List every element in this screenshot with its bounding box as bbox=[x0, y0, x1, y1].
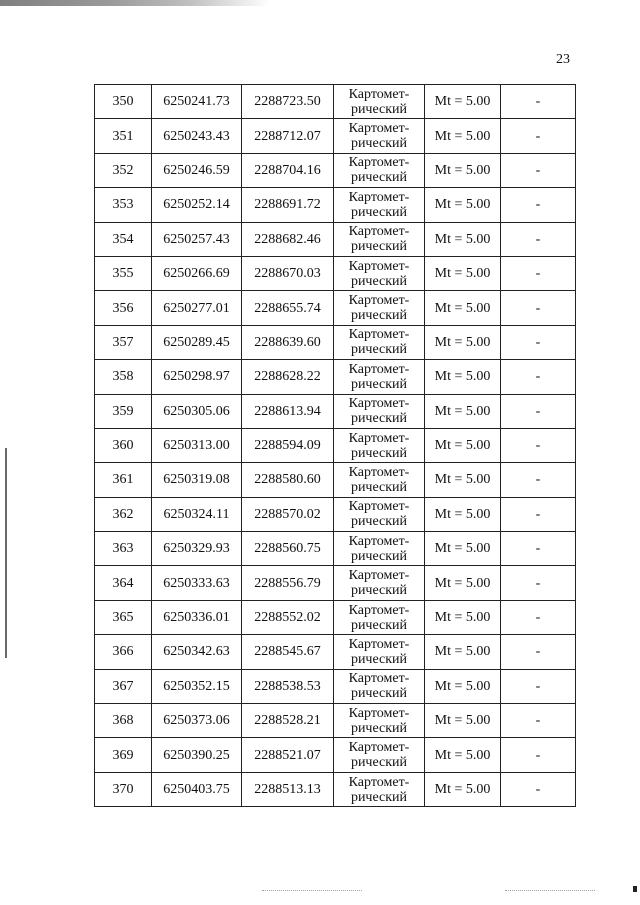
method-cell bbox=[334, 325, 425, 359]
method-text-line-2: рический bbox=[350, 583, 408, 599]
method-text-line-2: рический bbox=[350, 445, 408, 461]
point-number-cell: 364 bbox=[95, 566, 152, 600]
accuracy-cell: Mt = 5.00 bbox=[425, 566, 501, 600]
accuracy-cell: Mt = 5.00 bbox=[425, 85, 501, 119]
note-cell: - bbox=[501, 463, 576, 497]
point-number-cell: 352 bbox=[95, 153, 152, 187]
accuracy-cell: Mt = 5.00 bbox=[425, 153, 501, 187]
method-text-line-1: Картомет- bbox=[348, 258, 410, 274]
y-coordinate-cell: 2288560.75 bbox=[242, 532, 334, 566]
method-text-line-2: рический bbox=[350, 617, 408, 633]
method-text-line-1: Картомет- bbox=[348, 396, 410, 412]
y-coordinate-cell: 2288521.07 bbox=[242, 738, 334, 772]
method-text-line-2: рический bbox=[350, 136, 408, 152]
accuracy-cell: Mt = 5.00 bbox=[425, 119, 501, 153]
method-text-line-2: рический bbox=[350, 479, 408, 495]
note-cell: - bbox=[501, 669, 576, 703]
note-cell: - bbox=[501, 600, 576, 634]
method-text-line-2: рический bbox=[350, 789, 408, 805]
x-coordinate-cell: 6250241.73 bbox=[152, 85, 242, 119]
method-text-line-1: Картомет- bbox=[348, 636, 410, 652]
y-coordinate-cell: 2288552.02 bbox=[242, 600, 334, 634]
point-number-cell: 356 bbox=[95, 291, 152, 325]
page-number: 23 bbox=[556, 52, 570, 67]
accuracy-cell: Mt = 5.00 bbox=[425, 704, 501, 738]
accuracy-cell: Mt = 5.00 bbox=[425, 222, 501, 256]
method-cell bbox=[334, 394, 425, 428]
method-text-line-2: рический bbox=[350, 411, 408, 427]
note-cell: - bbox=[501, 738, 576, 772]
method-cell bbox=[334, 222, 425, 256]
point-number-cell: 361 bbox=[95, 463, 152, 497]
table-row bbox=[95, 497, 576, 531]
point-number-cell: 351 bbox=[95, 119, 152, 153]
method-text-line-2: рический bbox=[350, 686, 408, 702]
method-text-line-2: рический bbox=[350, 204, 408, 220]
point-number-cell: 358 bbox=[95, 360, 152, 394]
method-text-line-1: Картомет- bbox=[348, 361, 410, 377]
y-coordinate-cell: 2288682.46 bbox=[242, 222, 334, 256]
method-text-line-2: рический bbox=[350, 170, 408, 186]
table-row bbox=[95, 738, 576, 772]
y-coordinate-cell: 2288556.79 bbox=[242, 566, 334, 600]
point-number-cell: 366 bbox=[95, 635, 152, 669]
table-row bbox=[95, 119, 576, 153]
y-coordinate-cell: 2288655.74 bbox=[242, 291, 334, 325]
table-row bbox=[95, 188, 576, 222]
method-text-line-2: рический bbox=[350, 755, 408, 771]
method-text-line-1: Картомет- bbox=[348, 705, 410, 721]
y-coordinate-cell: 2288723.50 bbox=[242, 85, 334, 119]
table-row bbox=[95, 532, 576, 566]
scan-artifact-left bbox=[5, 448, 7, 658]
x-coordinate-cell: 6250336.01 bbox=[152, 600, 242, 634]
method-text-line-2: рический bbox=[350, 514, 408, 530]
method-text-line-1: Картомет- bbox=[348, 602, 410, 618]
table-row bbox=[95, 325, 576, 359]
y-coordinate-cell: 2288704.16 bbox=[242, 153, 334, 187]
table-row bbox=[95, 635, 576, 669]
note-cell: - bbox=[501, 394, 576, 428]
method-cell bbox=[334, 635, 425, 669]
table-row bbox=[95, 600, 576, 634]
scan-artifact-bottom bbox=[262, 890, 362, 892]
table-row bbox=[95, 772, 576, 806]
method-text-line-1: Картомет- bbox=[348, 430, 410, 446]
table-row bbox=[95, 256, 576, 290]
x-coordinate-cell: 6250246.59 bbox=[152, 153, 242, 187]
note-cell: - bbox=[501, 222, 576, 256]
method-cell bbox=[334, 360, 425, 394]
method-text-line-2: рический bbox=[350, 720, 408, 736]
y-coordinate-cell: 2288639.60 bbox=[242, 325, 334, 359]
method-text-line-1: Картомет- bbox=[348, 293, 410, 309]
method-cell bbox=[334, 566, 425, 600]
method-cell bbox=[334, 772, 425, 806]
accuracy-cell: Mt = 5.00 bbox=[425, 188, 501, 222]
method-cell bbox=[334, 188, 425, 222]
y-coordinate-cell: 2288712.07 bbox=[242, 119, 334, 153]
point-number-cell: 362 bbox=[95, 497, 152, 531]
x-coordinate-cell: 6250319.08 bbox=[152, 463, 242, 497]
accuracy-cell: Mt = 5.00 bbox=[425, 463, 501, 497]
method-cell bbox=[334, 497, 425, 531]
note-cell: - bbox=[501, 119, 576, 153]
method-text-line-1: Картомет- bbox=[348, 155, 410, 171]
method-text-line-1: Картомет- bbox=[348, 533, 410, 549]
y-coordinate-cell: 2288513.13 bbox=[242, 772, 334, 806]
method-text-line-1: Картомет- bbox=[348, 499, 410, 515]
method-text-line-1: Картомет- bbox=[348, 121, 410, 137]
method-cell bbox=[334, 704, 425, 738]
accuracy-cell: Mt = 5.00 bbox=[425, 600, 501, 634]
method-cell bbox=[334, 85, 425, 119]
method-text-line-1: Картомет- bbox=[348, 327, 410, 343]
method-text-line-1: Картомет- bbox=[348, 774, 410, 790]
y-coordinate-cell: 2288628.22 bbox=[242, 360, 334, 394]
x-coordinate-cell: 6250266.69 bbox=[152, 256, 242, 290]
note-cell: - bbox=[501, 635, 576, 669]
accuracy-cell: Mt = 5.00 bbox=[425, 738, 501, 772]
method-cell bbox=[334, 738, 425, 772]
accuracy-cell: Mt = 5.00 bbox=[425, 772, 501, 806]
table-row bbox=[95, 704, 576, 738]
point-number-cell: 359 bbox=[95, 394, 152, 428]
x-coordinate-cell: 6250298.97 bbox=[152, 360, 242, 394]
y-coordinate-cell: 2288670.03 bbox=[242, 256, 334, 290]
table-row bbox=[95, 463, 576, 497]
coordinates-table bbox=[94, 84, 576, 807]
accuracy-cell: Mt = 5.00 bbox=[425, 497, 501, 531]
method-cell bbox=[334, 463, 425, 497]
method-text-line-1: Картомет- bbox=[348, 86, 410, 102]
method-text-line-1: Картомет- bbox=[348, 740, 410, 756]
method-text-line-2: рический bbox=[350, 548, 408, 564]
table-row bbox=[95, 566, 576, 600]
accuracy-cell: Mt = 5.00 bbox=[425, 428, 501, 462]
method-text-line-1: Картомет- bbox=[348, 464, 410, 480]
x-coordinate-cell: 6250324.11 bbox=[152, 497, 242, 531]
note-cell: - bbox=[501, 566, 576, 600]
method-cell bbox=[334, 532, 425, 566]
method-text-line-1: Картомет- bbox=[348, 189, 410, 205]
accuracy-cell: Mt = 5.00 bbox=[425, 291, 501, 325]
y-coordinate-cell: 2288545.67 bbox=[242, 635, 334, 669]
point-number-cell: 369 bbox=[95, 738, 152, 772]
x-coordinate-cell: 6250342.63 bbox=[152, 635, 242, 669]
note-cell: - bbox=[501, 704, 576, 738]
point-number-cell: 350 bbox=[95, 85, 152, 119]
note-cell: - bbox=[501, 428, 576, 462]
y-coordinate-cell: 2288594.09 bbox=[242, 428, 334, 462]
method-text-line-2: рический bbox=[350, 239, 408, 255]
point-number-cell: 368 bbox=[95, 704, 152, 738]
scan-artifact-bottom bbox=[505, 890, 595, 892]
method-text-line-2: рический bbox=[350, 651, 408, 667]
x-coordinate-cell: 6250373.06 bbox=[152, 704, 242, 738]
point-number-cell: 370 bbox=[95, 772, 152, 806]
method-text-line-2: рический bbox=[350, 376, 408, 392]
note-cell: - bbox=[501, 291, 576, 325]
note-cell: - bbox=[501, 85, 576, 119]
point-number-cell: 354 bbox=[95, 222, 152, 256]
y-coordinate-cell: 2288538.53 bbox=[242, 669, 334, 703]
y-coordinate-cell: 2288613.94 bbox=[242, 394, 334, 428]
x-coordinate-cell: 6250313.00 bbox=[152, 428, 242, 462]
table-row bbox=[95, 222, 576, 256]
point-number-cell: 363 bbox=[95, 532, 152, 566]
table-body bbox=[95, 85, 576, 807]
method-cell bbox=[334, 428, 425, 462]
note-cell: - bbox=[501, 153, 576, 187]
table-row bbox=[95, 394, 576, 428]
scan-artifact-top bbox=[0, 0, 270, 6]
x-coordinate-cell: 6250252.14 bbox=[152, 188, 242, 222]
point-number-cell: 357 bbox=[95, 325, 152, 359]
point-number-cell: 365 bbox=[95, 600, 152, 634]
table-row bbox=[95, 428, 576, 462]
point-number-cell: 353 bbox=[95, 188, 152, 222]
method-cell bbox=[334, 600, 425, 634]
y-coordinate-cell: 2288570.02 bbox=[242, 497, 334, 531]
accuracy-cell: Mt = 5.00 bbox=[425, 360, 501, 394]
x-coordinate-cell: 6250257.43 bbox=[152, 222, 242, 256]
note-cell: - bbox=[501, 188, 576, 222]
method-cell bbox=[334, 119, 425, 153]
method-cell bbox=[334, 669, 425, 703]
table-row bbox=[95, 669, 576, 703]
x-coordinate-cell: 6250243.43 bbox=[152, 119, 242, 153]
method-cell bbox=[334, 256, 425, 290]
x-coordinate-cell: 6250390.25 bbox=[152, 738, 242, 772]
note-cell: - bbox=[501, 360, 576, 394]
point-number-cell: 367 bbox=[95, 669, 152, 703]
x-coordinate-cell: 6250403.75 bbox=[152, 772, 242, 806]
note-cell: - bbox=[501, 532, 576, 566]
x-coordinate-cell: 6250333.63 bbox=[152, 566, 242, 600]
point-number-cell: 355 bbox=[95, 256, 152, 290]
table-row bbox=[95, 291, 576, 325]
method-text-line-1: Картомет- bbox=[348, 568, 410, 584]
x-coordinate-cell: 6250352.15 bbox=[152, 669, 242, 703]
method-text-line-1: Картомет- bbox=[348, 224, 410, 240]
note-cell: - bbox=[501, 325, 576, 359]
accuracy-cell: Mt = 5.00 bbox=[425, 669, 501, 703]
table-row bbox=[95, 153, 576, 187]
table-row bbox=[95, 360, 576, 394]
accuracy-cell: Mt = 5.00 bbox=[425, 325, 501, 359]
x-coordinate-cell: 6250305.06 bbox=[152, 394, 242, 428]
accuracy-cell: Mt = 5.00 bbox=[425, 532, 501, 566]
y-coordinate-cell: 2288691.72 bbox=[242, 188, 334, 222]
note-cell: - bbox=[501, 497, 576, 531]
x-coordinate-cell: 6250329.93 bbox=[152, 532, 242, 566]
x-coordinate-cell: 6250289.45 bbox=[152, 325, 242, 359]
y-coordinate-cell: 2288580.60 bbox=[242, 463, 334, 497]
x-coordinate-cell: 6250277.01 bbox=[152, 291, 242, 325]
accuracy-cell: Mt = 5.00 bbox=[425, 635, 501, 669]
method-text-line-2: рический bbox=[350, 308, 408, 324]
accuracy-cell: Mt = 5.00 bbox=[425, 394, 501, 428]
accuracy-cell: Mt = 5.00 bbox=[425, 256, 501, 290]
note-cell: - bbox=[501, 256, 576, 290]
note-cell: - bbox=[501, 772, 576, 806]
point-number-cell: 360 bbox=[95, 428, 152, 462]
scan-artifact-corner bbox=[633, 886, 637, 892]
method-text-line-2: рический bbox=[350, 342, 408, 358]
method-cell bbox=[334, 153, 425, 187]
method-text-line-2: рический bbox=[350, 273, 408, 289]
method-text-line-2: рический bbox=[350, 101, 408, 117]
method-text-line-1: Картомет- bbox=[348, 671, 410, 687]
y-coordinate-cell: 2288528.21 bbox=[242, 704, 334, 738]
method-cell bbox=[334, 291, 425, 325]
table-row bbox=[95, 85, 576, 119]
